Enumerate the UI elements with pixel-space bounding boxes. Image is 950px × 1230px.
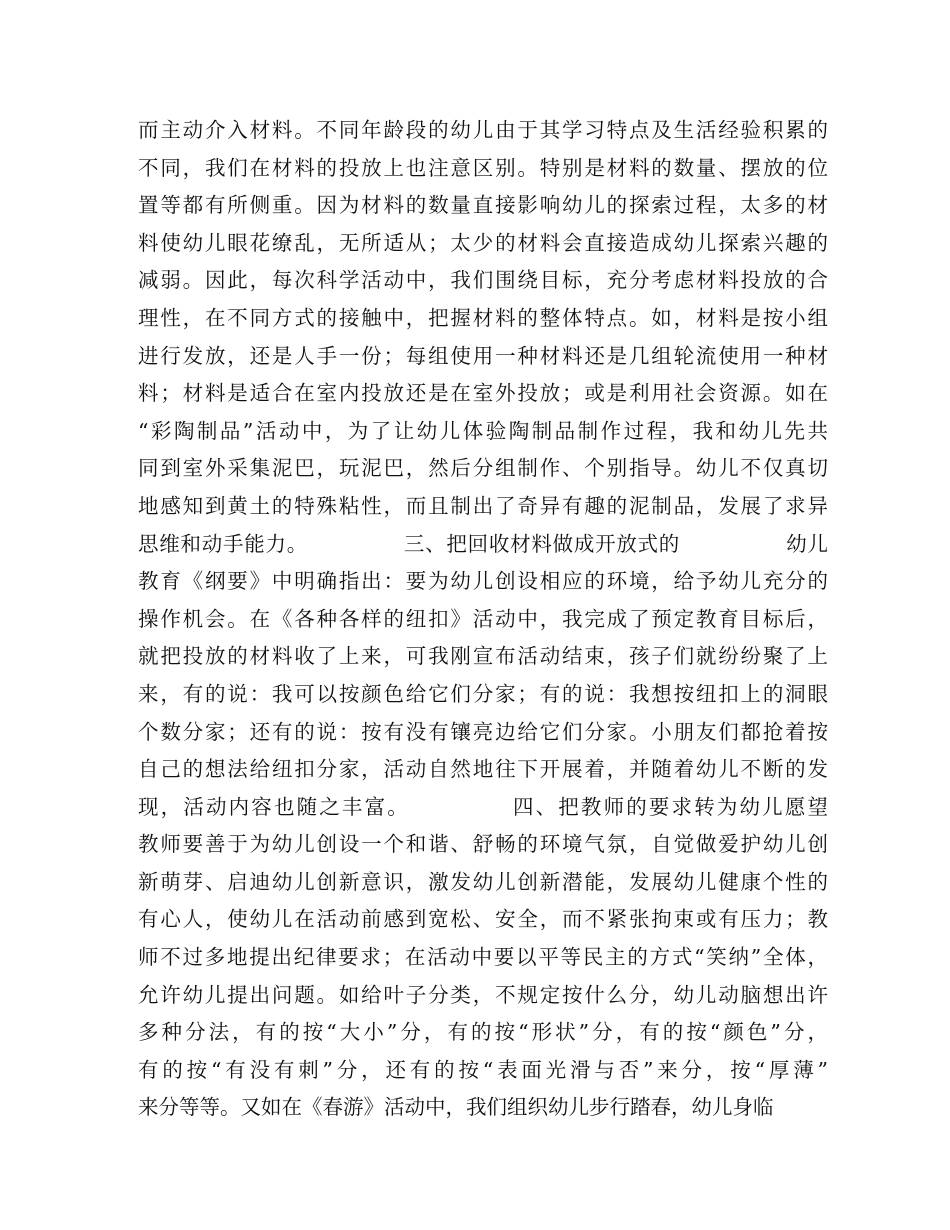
text-line-1: 而主动介入材料。不同年龄段的幼儿由于其学习特点及生活经验积累的 xyxy=(138,118,828,142)
text-line-17: 个数分家；还有的说：按有没有镶亮边给它们分家。小朋友们都抢着按 xyxy=(138,719,828,744)
text-line-18: 自己的想法给纽扣分家，活动自然地往下开展着，并随着幼儿不断的发 xyxy=(138,757,828,782)
text-line-7: 进行发放，还是人手一份；每组使用一种材料还是几组轮流使用一种材 xyxy=(138,343,828,368)
text-line-15: 就把投放的材料收了上来，可我刚宣布活动结束，孩子们就纷纷聚了上 xyxy=(138,644,828,669)
text-line-19: 现，活动内容也随之丰富。 四、把教师的要求转为幼儿愿望 xyxy=(138,794,828,819)
text-line-6: 理性，在不同方式的接触中，把握材料的整体特点。如，材料是按小组 xyxy=(138,305,828,330)
text-line-12: 思维和动手能力。 三、把回收材料做成开放式的 幼儿 xyxy=(138,531,828,556)
text-line-10: 同到室外采集泥巴，玩泥巴，然后分组制作、个别指导。幼儿不仅真切 xyxy=(138,456,828,481)
text-line-24: 允许幼儿提出问题。如给叶子分类，不规定按什么分，幼儿动脑想出许 xyxy=(138,982,828,1007)
text-line-23: 师不过多地提出纪律要求；在活动中要以平等民主的方式“笑纳”全体， xyxy=(138,945,828,970)
text-line-21: 新萌芽、启迪幼儿创新意识，激发幼儿创新潜能，发展幼儿健康个性的 xyxy=(138,869,828,894)
text-line-3: 置等都有所侧重。因为材料的数量直接影响幼儿的探索过程，太多的材 xyxy=(138,193,828,218)
text-line-8: 料；材料是适合在室内投放还是在室外投放；或是利用社会资源。如在 xyxy=(138,381,828,406)
body-text xyxy=(138,112,828,1127)
text-line-13: 教育《纲要》中明确指出：要为幼儿创设相应的环境，给予幼儿充分的 xyxy=(138,569,828,594)
text-line-4: 料使幼儿眼花缭乱，无所适从；太少的材料会直接造成幼儿探索兴趣的 xyxy=(138,230,828,255)
text-line-26: 有的按“有没有刺”分，还有的按“表面光滑与否”来分，按“厚薄” xyxy=(138,1057,828,1082)
text-line-22: 有心人，使幼儿在活动前感到宽松、安全，而不紧张拘束或有压力；教 xyxy=(138,907,828,932)
text-line-20: 教师要善于为幼儿创设一个和谐、舒畅的环境气氛，自觉做爱护幼儿创 xyxy=(138,832,828,857)
text-line-9: “彩陶制品”活动中，为了让幼儿体验陶制品制作过程，我和幼儿先共 xyxy=(138,418,828,443)
text-line-14: 操作机会。在《各种各样的纽扣》活动中，我完成了预定教育目标后， xyxy=(138,606,828,631)
text-line-27: 来分等等。又如在《春游》活动中，我们组织幼儿步行踏春，幼儿身临 xyxy=(138,1095,774,1120)
text-line-2: 不同，我们在材料的投放上也注意区别。特别是材料的数量、摆放的位 xyxy=(138,155,828,180)
text-line-5: 减弱。因此，每次科学活动中，我们围绕目标，充分考虑材料投放的合 xyxy=(138,268,828,293)
text-line-16: 来，有的说：我可以按颜色给它们分家；有的说：我想按纽扣上的洞眼 xyxy=(138,681,828,706)
text-line-25: 多种分法，有的按“大小”分，有的按“形状”分，有的按“颜色”分， xyxy=(138,1020,828,1045)
text-line-11: 地感知到黄土的特殊粘性，而且制出了奇异有趣的泥制品，发展了求异 xyxy=(138,493,828,518)
